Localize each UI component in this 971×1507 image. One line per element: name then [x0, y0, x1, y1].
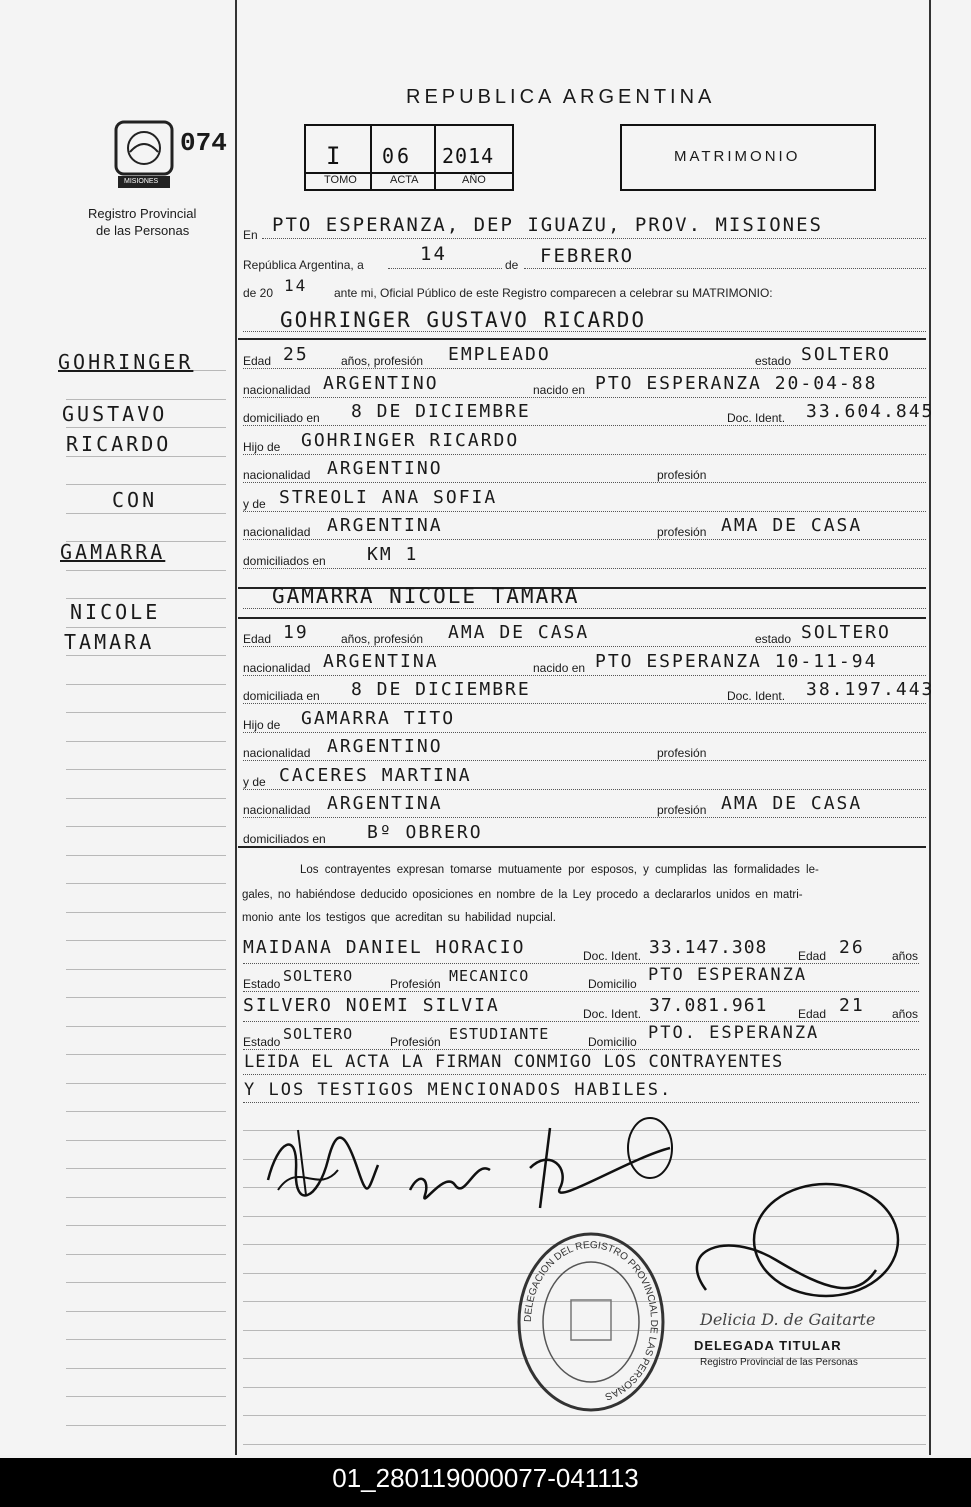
bride-doc: 38.197.443	[806, 679, 935, 700]
bride-row-line	[243, 789, 926, 790]
witness2-row-line	[243, 1021, 919, 1022]
closing-line1: LEIDA EL ACTA LA FIRMAN CONMIGO LOS CONTRAYENTES	[244, 1052, 784, 1072]
sidebar-rule	[66, 1168, 226, 1169]
witness1-profesion: MECANICO	[449, 967, 530, 985]
anio-label: AÑO	[462, 174, 486, 186]
officer-title: DELEGADA TITULAR	[694, 1338, 842, 1353]
bride-nacido-label: nacido en	[533, 660, 586, 675]
groom-padre-nac-label: nacionalidad	[243, 468, 311, 482]
bride-hijo-label: Hijo de	[243, 717, 281, 732]
groom-row-line	[243, 539, 926, 540]
sidebar-rule	[66, 484, 226, 485]
en-label: En	[243, 228, 258, 242]
sidebar-rule	[66, 1083, 226, 1084]
bride-doc-label: Doc. Ident.	[727, 689, 786, 703]
groom-row-line	[243, 568, 926, 569]
bride-yde-label: y de	[243, 774, 266, 789]
record-id-box	[304, 124, 514, 191]
sidebar-rule	[66, 798, 226, 799]
bride-profesion: AMA DE CASA	[448, 622, 590, 643]
witness1-estado-label: Estado	[243, 977, 281, 991]
sidebar-rule	[66, 1054, 226, 1055]
bride-anios-prof-label: años, profesión	[341, 632, 424, 646]
witness1-doc: 33.147.308	[649, 937, 768, 958]
sidebar-rule	[66, 598, 226, 599]
main-rule	[243, 1444, 926, 1445]
acta-label: ACTA	[390, 174, 419, 186]
groom-anios-prof-label: años, profesión	[341, 354, 424, 368]
record-type-box	[620, 124, 876, 191]
bride-row-line	[243, 646, 926, 647]
sidebar-given-2a: NICOLE	[70, 600, 161, 624]
groom-estado-label: estado	[755, 354, 792, 368]
bride-doms-label: domiciliados en	[243, 831, 326, 846]
sidebar-rule	[66, 513, 226, 514]
margin-line-left	[235, 0, 237, 1455]
sidebar-rule	[66, 1026, 226, 1027]
groom-row-line	[243, 511, 926, 512]
bride-padre-prof-label: profesión	[657, 746, 707, 760]
declaration-line3: monio ante los testigos que acreditan su habilidad nupcial.	[242, 912, 556, 924]
bride-madre-nac: ARGENTINA	[327, 793, 443, 814]
bride-row-line	[243, 703, 926, 704]
groom-edad: 25	[283, 344, 309, 365]
groom-nacionalidad: ARGENTINO	[323, 372, 439, 394]
witness2-edad: 21	[839, 995, 865, 1016]
main-rule	[243, 1415, 926, 1416]
groom-row-line	[243, 368, 926, 369]
witness1-name: MAIDANA DANIEL HORACIO	[243, 937, 526, 958]
sidebar-rule	[66, 399, 226, 400]
groom-domicilio: 8 DE DICIEMBRE	[351, 401, 531, 422]
officer-org: Registro Provincial de las Personas	[700, 1357, 858, 1368]
groom-padre-nac: ARGENTINO	[327, 458, 443, 479]
bride-estado: SOLTERO	[801, 622, 891, 643]
bride-nac-label: nacionalidad	[243, 660, 311, 675]
bride-row-line	[243, 675, 926, 676]
witness2-edad-label: Edad	[798, 1007, 827, 1021]
groom-profesion: EMPLEADO	[448, 344, 551, 365]
groom-madre-nac-label: nacionalidad	[243, 525, 311, 539]
witness1-row-line	[243, 991, 919, 992]
groom-nacido: PTO ESPERANZA 20-04-88	[595, 372, 878, 394]
bride-domicilio: 8 DE DICIEMBRE	[351, 679, 531, 700]
day: 14	[420, 243, 447, 265]
sidebar-rule	[66, 684, 226, 685]
official-round-stamp	[516, 1230, 666, 1415]
stamp-ring-text: DELEGACION DEL REGISTRO PROVINCIAL DE LAS PERSONAS	[522, 1239, 660, 1402]
republica-label: República Argentina, a	[243, 258, 364, 272]
bride-edad-label: Edad	[243, 632, 272, 646]
witness2-prof-label: Profesión	[390, 1035, 441, 1049]
witness1-domicilio: PTO ESPERANZA	[648, 965, 808, 985]
groom-row-line	[243, 482, 926, 483]
witness1-prof-label: Profesión	[390, 977, 441, 991]
groom-doc-label: Doc. Ident.	[727, 411, 786, 425]
sidebar-rule	[66, 1425, 226, 1426]
bride-row-line	[243, 760, 926, 761]
groom-domicilio-padres: KM 1	[367, 543, 419, 565]
anio-value: 2014	[442, 144, 495, 168]
witness1-row-line	[243, 963, 919, 964]
sidebar-given-1a: GUSTAVO	[62, 402, 168, 426]
registry-name-line2: de las Personas	[96, 223, 190, 238]
sidebar-rule	[66, 1197, 226, 1198]
closing-line2: Y LOS TESTIGOS MENCIONADOS HABILES.	[244, 1080, 673, 1100]
acta-value: 06	[382, 144, 413, 168]
sidebar-con: CON	[112, 488, 158, 512]
sidebar-rule	[66, 855, 226, 856]
tomo-value: I	[326, 142, 344, 170]
sidebar-rule	[66, 1140, 226, 1141]
witness2-profesion: ESTUDIANTE	[449, 1025, 550, 1043]
tomo-label: TOMO	[324, 174, 357, 186]
bride-madre-prof: AMA DE CASA	[721, 793, 863, 814]
witness2-row-line	[243, 1049, 919, 1050]
groom-doms-label: domiciliados en	[243, 553, 326, 568]
year-prefix: de 20	[243, 286, 274, 300]
sidebar-surname-2: GAMARRA	[60, 540, 166, 564]
sidebar-rule	[66, 1368, 226, 1369]
sidebar-rule	[66, 741, 226, 742]
sidebar-rule	[66, 1111, 226, 1112]
margin-line-right	[929, 0, 931, 1455]
sidebar-rule	[66, 1254, 226, 1255]
groom-madre: STREOLI ANA SOFIA	[279, 486, 498, 508]
sidebar-given-2b: TAMARA	[64, 630, 155, 654]
officer-name: Delicia D. de Gaitarte	[700, 1310, 876, 1329]
bride-nacionalidad: ARGENTINA	[323, 650, 439, 672]
witness1-estado: SOLTERO	[283, 967, 354, 985]
groom-row-line	[243, 425, 926, 426]
year-suffix: 14	[284, 276, 308, 295]
record-type: MATRIMONIO	[674, 148, 801, 165]
sidebar-rule	[66, 1396, 226, 1397]
witness1-edad: 26	[839, 937, 865, 958]
seal-label: MISIONES	[124, 178, 159, 185]
groom-row-line	[243, 454, 926, 455]
sidebar-rule	[66, 940, 226, 941]
sidebar-rule	[66, 912, 226, 913]
sidebar-rule	[66, 1225, 226, 1226]
groom-padre-prof-label: profesión	[657, 468, 707, 482]
witness2-estado-label: Estado	[243, 1035, 281, 1049]
sidebar-rule	[66, 883, 226, 884]
bride-padre-nac-label: nacionalidad	[243, 746, 311, 760]
witness2-doc: 37.081.961	[649, 995, 768, 1016]
sidebar-rule	[66, 427, 226, 428]
signature-testigo-1	[510, 1108, 690, 1218]
witness2-doc-label: Doc. Ident.	[583, 1007, 642, 1021]
bride-dom-label: domiciliada en	[243, 689, 320, 703]
witness1-dom-label: Domicilio	[588, 977, 637, 991]
bride-edad: 19	[283, 622, 309, 643]
groom-yde-label: y de	[243, 496, 266, 511]
bride-row-line	[243, 732, 926, 733]
witness2-domicilio: PTO. ESPERANZA	[648, 1023, 820, 1043]
witness2-dom-label: Domicilio	[588, 1035, 637, 1049]
de-label: de	[505, 258, 519, 272]
bride-madre-prof-label: profesión	[657, 803, 707, 817]
bride-domicilio-padres: Bº OBRERO	[367, 821, 483, 843]
sidebar-rule	[66, 997, 226, 998]
witness2-estado: SOLTERO	[283, 1025, 354, 1043]
groom-row-line	[243, 397, 926, 398]
sidebar-rule	[66, 826, 226, 827]
groom-doc: 33.604.845	[806, 401, 935, 422]
signature-contrayente-2	[400, 1140, 500, 1210]
registry-name-line1: Registro Provincial	[88, 206, 197, 221]
intro-text: ante mi, Oficial Público de este Registro comparecen a celebrar su MATRIMONIO:	[334, 286, 773, 300]
witness1-edad-label: Edad	[798, 949, 827, 963]
country-title: REPUBLICA ARGENTINA	[406, 86, 716, 108]
sidebar-given-1b: RICARDO	[66, 432, 172, 456]
bride-full-name: GAMARRA NICOLE TAMARA	[272, 584, 580, 608]
bride-nacido: PTO ESPERANZA 10-11-94	[595, 650, 878, 672]
sidebar-rule	[66, 712, 226, 713]
sidebar-rule	[66, 1311, 226, 1312]
sidebar-rule	[66, 456, 226, 457]
declaration-line1: Los contrayentes expresan tomarse mutuamente por esposos, y cumplidas las formalidades le-	[300, 864, 819, 876]
witness2-name: SILVERO NOEMI SILVIA	[243, 995, 500, 1016]
sidebar-surname-1: GOHRINGER	[58, 350, 194, 374]
witness2-anios: años	[892, 1007, 919, 1021]
groom-nac-label: nacionalidad	[243, 382, 311, 397]
place: PTO ESPERANZA, DEP IGUAZU, PROV. MISIONES	[272, 214, 823, 236]
document-id-footer: 01_280119000077-041113	[0, 1458, 971, 1507]
groom-madre-nac: ARGENTINA	[327, 515, 443, 536]
sidebar-rule	[66, 969, 226, 970]
sidebar-rule	[66, 627, 226, 628]
groom-dom-label: domiciliado en	[243, 411, 320, 425]
groom-edad-label: Edad	[243, 354, 272, 368]
groom-estado: SOLTERO	[801, 344, 891, 365]
sidebar-rule	[66, 655, 226, 656]
groom-nacido-label: nacido en	[533, 382, 586, 397]
declaration-line2: gales, no habiéndose deducido oposiciones en nombre de la Ley procedo a declararlos unidos en matri-	[242, 889, 803, 901]
witness1-doc-label: Doc. Ident.	[583, 949, 642, 963]
month: FEBRERO	[540, 245, 635, 267]
sidebar-rule	[66, 1339, 226, 1340]
groom-full-name: GOHRINGER GUSTAVO RICARDO	[280, 308, 647, 332]
signature-contrayente-1	[258, 1120, 388, 1210]
witness1-anios: años	[892, 949, 919, 963]
bride-estado-label: estado	[755, 632, 792, 646]
groom-hijo-label: Hijo de	[243, 439, 281, 454]
sidebar-rule	[66, 1282, 226, 1283]
bride-row-line	[243, 817, 926, 818]
sidebar-rule	[66, 570, 226, 571]
bride-padre-nac: ARGENTINO	[327, 736, 443, 757]
groom-madre-prof-label: profesión	[657, 525, 707, 539]
sidebar-rule	[66, 769, 226, 770]
bride-padre: GAMARRA TITO	[301, 707, 456, 729]
bride-madre-nac-label: nacionalidad	[243, 803, 311, 817]
groom-padre: GOHRINGER RICARDO	[301, 429, 520, 451]
document-number: 074	[180, 128, 227, 158]
bride-madre: CACERES MARTINA	[279, 764, 472, 786]
groom-madre-prof: AMA DE CASA	[721, 515, 863, 536]
